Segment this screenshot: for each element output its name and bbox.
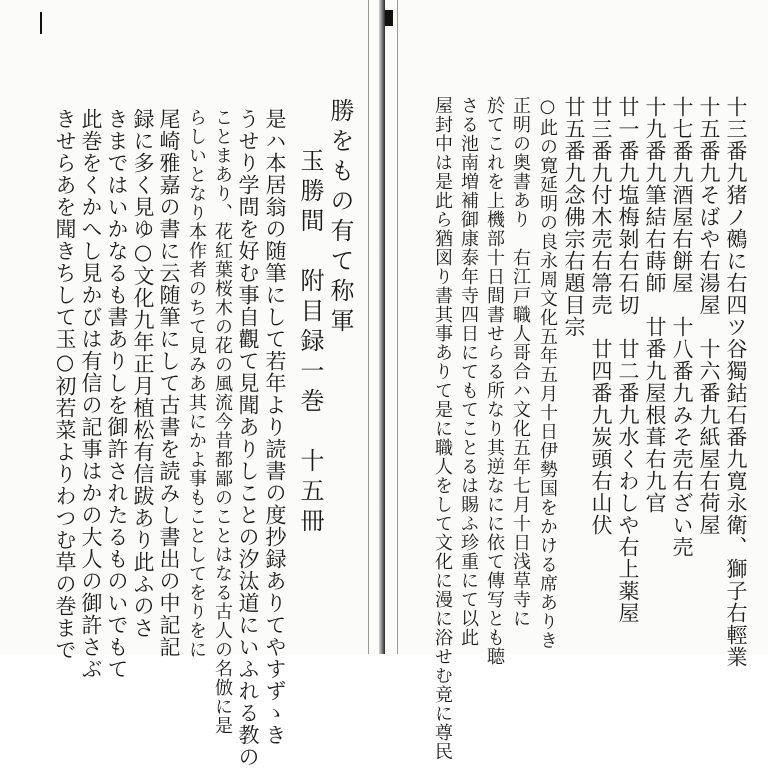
text-column: 十五番九そばや右湯屋 十六番九紙屋右荷屋 xyxy=(697,96,721,536)
book-title-line: 玉勝間 附目録一巻 十五冊 xyxy=(296,148,324,538)
right-page xyxy=(385,0,768,761)
text-column: 廿一番九塩梅剝右石切 廿二番九水くわしや右上薬屋 xyxy=(616,96,640,624)
text-column: ことまあり、花紅葉桜木の花の風流今昔都鄙のことはなる古人の名倣に是 xyxy=(212,108,233,735)
corner-mark xyxy=(385,10,393,26)
text-column: うせり学問を好む事自觀て見聞ありしことの汐汰道にいふれる教の xyxy=(236,108,260,768)
text-column: らしいとなり本作者のちて見みあ其にかよ事もことしてをりをに xyxy=(186,108,207,659)
text-column: 十七番九酒屋右餅屋 十八番九みそ売右ざい売 xyxy=(670,96,694,558)
text-column: 是ハ本居翁の随筆にして若年より読書の度抄録ありてやすずゝき xyxy=(263,108,287,746)
text-column: きまではいかなるも書ありしを御許されたるものいでもて xyxy=(105,108,129,680)
text-column: 屋封中は是此ら猶図り書其事ありて是に職人をして文化に漫に浴せむ竟に尊民 xyxy=(432,96,453,761)
text-column: ○此の寛延明の良永周文化五年五月十日伊勢国をかける席ありき xyxy=(537,96,558,650)
right-page-edge xyxy=(397,0,398,654)
corner-mark xyxy=(40,12,42,34)
left-page xyxy=(0,0,383,768)
text-column: 於てこれを上機部十日間書せらる所なり其逆なにに依て傳写とも聴 xyxy=(484,96,505,666)
text-column: さる池南増補御康泰年寺四日にてもてことるは賜ふ珍重にて以此 xyxy=(458,96,479,647)
text-column: 十三番九猪ノ鵺に右四ツ谷獨鈷石番九寛永衛、獅子右輕業 xyxy=(724,96,748,668)
text-column: 尾崎雅嘉の書に云随筆にして古書を読みし書出の中記記 xyxy=(157,108,181,658)
text-column: きせらあを聞きちして玉○初若菜よりわつむ草の巻まで xyxy=(53,108,77,661)
text-column: 正明の奥書あり 右江戸職人哥合ハ文化五年七月十日浅草寺に xyxy=(510,96,531,628)
text-column: 此巻をくかへし見かびは有信の記事はかの大人の御許さぶ xyxy=(79,108,103,680)
text-column: 廿五番九念佛宗右題目宗 xyxy=(562,96,586,338)
text-column: 録に多く見ゆ○文化九年正月植松有信跋あり此ふのさ xyxy=(131,108,155,639)
section-heading: 勝をもの有て称軍 xyxy=(326,98,354,338)
text-column: 廿三番九付木売右箒売 廿四番九炭頭右山伏 xyxy=(589,96,613,536)
text-column: 十九番九筆結右蒔師 廿番九屋根葺右九官 xyxy=(643,96,667,514)
left-page-edge xyxy=(368,0,369,654)
